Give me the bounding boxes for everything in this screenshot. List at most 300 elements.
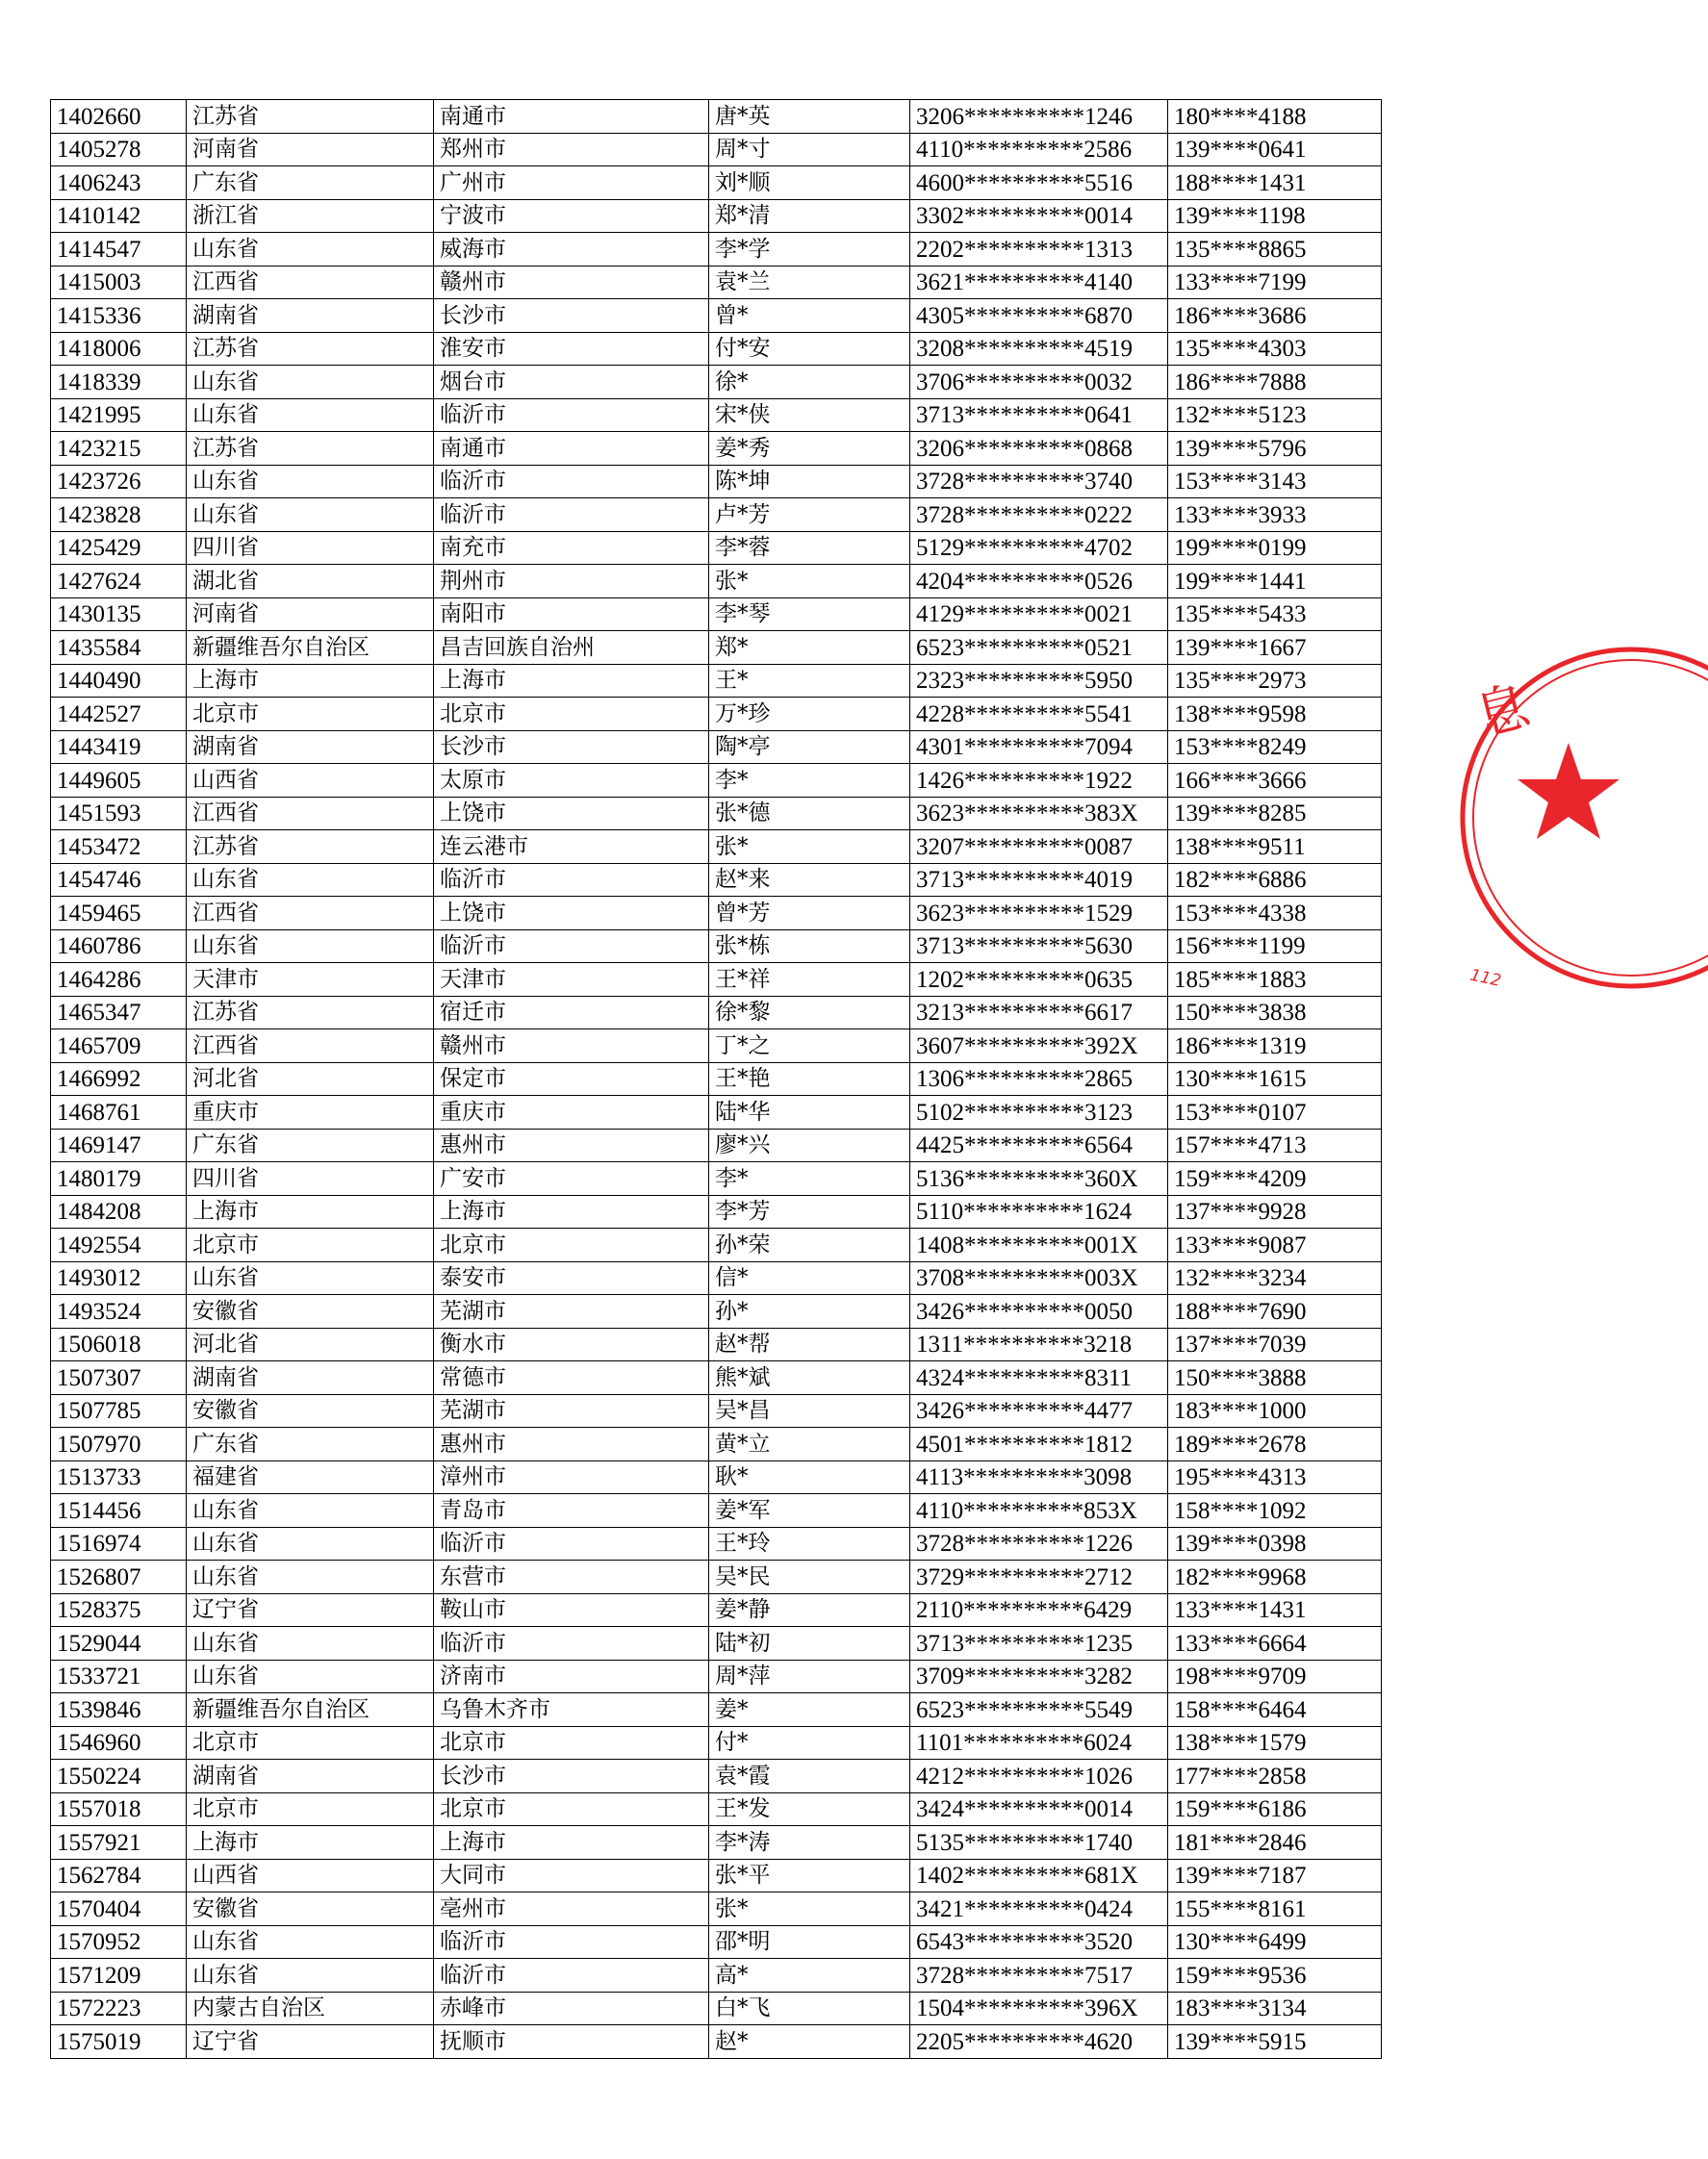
cell-phone: 166****3666: [1168, 764, 1382, 798]
table-row: [51, 1561, 1382, 1594]
cell-name: 付*: [709, 1726, 910, 1760]
cell-id-number: 2202**********1313: [910, 233, 1168, 267]
cell-province: 辽宁省: [187, 1593, 434, 1627]
table-row: [51, 1361, 1382, 1395]
cell-id-number: 1202**********0635: [910, 963, 1168, 997]
cell-name: 耿*: [709, 1460, 910, 1494]
cell-city: 北京市: [434, 1229, 709, 1262]
cell-name: 王*艳: [709, 1062, 910, 1096]
cell-phone: 130****1615: [1168, 1062, 1382, 1096]
cell-id-number: 3421**********0424: [910, 1892, 1168, 1926]
cell-city: 上饶市: [434, 897, 709, 930]
cell-phone: 133****7199: [1168, 266, 1382, 299]
cell-name: 姜*静: [709, 1593, 910, 1627]
cell-phone: 183****3134: [1168, 1992, 1382, 2025]
cell-province: 山西省: [187, 1859, 434, 1892]
cell-province: 福建省: [187, 1460, 434, 1494]
cell-phone: 139****8285: [1168, 797, 1382, 830]
cell-id-number: 5129**********4702: [910, 531, 1168, 565]
table-row: [51, 1693, 1382, 1727]
cell-id-number: 3621**********4140: [910, 266, 1168, 299]
cell-province: 上海市: [187, 1826, 434, 1860]
cell-name: 张*德: [709, 797, 910, 830]
table-row: [51, 1229, 1382, 1262]
cell-record-id: 1465347: [51, 996, 187, 1029]
cell-id-number: 5136**********360X: [910, 1162, 1168, 1196]
cell-id-number: 3623**********383X: [910, 797, 1168, 830]
table-row: [51, 199, 1382, 233]
table-row: [51, 1195, 1382, 1229]
table-row: [51, 597, 1382, 631]
cell-record-id: 1459465: [51, 897, 187, 930]
cell-id-number: 3206**********1246: [910, 100, 1168, 134]
cell-city: 乌鲁木齐市: [434, 1693, 709, 1727]
cell-record-id: 1405278: [51, 133, 187, 166]
table-row: [51, 1527, 1382, 1561]
cell-province: 山东省: [187, 1561, 434, 1594]
cell-name: 郑*: [709, 631, 910, 665]
cell-phone: 135****8865: [1168, 233, 1382, 267]
cell-province: 江苏省: [187, 100, 434, 134]
cell-name: 曾*: [709, 299, 910, 333]
cell-id-number: 3709**********3282: [910, 1660, 1168, 1693]
cell-record-id: 1575019: [51, 2025, 187, 2059]
cell-id-number: 2323**********5950: [910, 664, 1168, 698]
cell-province: 山东省: [187, 1660, 434, 1693]
cell-phone: 183****1000: [1168, 1394, 1382, 1428]
table-row: [51, 565, 1382, 598]
cell-phone: 133****1431: [1168, 1593, 1382, 1627]
table-row: [51, 730, 1382, 764]
table-row: [51, 1992, 1382, 2025]
cell-record-id: 1418339: [51, 366, 187, 399]
cell-id-number: 4301**********7094: [910, 730, 1168, 764]
cell-name: 李*学: [709, 233, 910, 267]
cell-id-number: 1408**********001X: [910, 1229, 1168, 1262]
table-row: [51, 1959, 1382, 1993]
cell-phone: 132****5123: [1168, 398, 1382, 432]
cell-id-number: 4425**********6564: [910, 1129, 1168, 1162]
cell-phone: 150****3838: [1168, 996, 1382, 1029]
cell-city: 北京市: [434, 1726, 709, 1760]
cell-city: 上海市: [434, 1195, 709, 1229]
cell-id-number: 6523**********0521: [910, 631, 1168, 665]
cell-province: 山东省: [187, 863, 434, 897]
cell-record-id: 1507785: [51, 1394, 187, 1428]
cell-name: 王*: [709, 664, 910, 698]
cell-name: 陆*华: [709, 1096, 910, 1130]
cell-record-id: 1514456: [51, 1494, 187, 1528]
cell-phone: 157****4713: [1168, 1129, 1382, 1162]
cell-id-number: 3713**********4019: [910, 863, 1168, 897]
cell-record-id: 1430135: [51, 597, 187, 631]
cell-phone: 199****1441: [1168, 565, 1382, 598]
table-row: [51, 1726, 1382, 1760]
table-row: [51, 1460, 1382, 1494]
table-row: [51, 332, 1382, 366]
cell-city: 赣州市: [434, 1029, 709, 1063]
cell-city: 长沙市: [434, 1760, 709, 1793]
cell-id-number: 3713**********1235: [910, 1627, 1168, 1661]
table-row: [51, 1660, 1382, 1693]
cell-id-number: 3729**********2712: [910, 1561, 1168, 1594]
cell-city: 上饶市: [434, 797, 709, 830]
cell-city: 长沙市: [434, 730, 709, 764]
cell-name: 姜*秀: [709, 432, 910, 466]
cell-province: 山东省: [187, 1925, 434, 1959]
cell-phone: 139****1198: [1168, 199, 1382, 233]
cell-name: 赵*: [709, 2025, 910, 2059]
table-row: [51, 698, 1382, 731]
cell-phone: 156****1199: [1168, 929, 1382, 963]
cell-id-number: 1426**********1922: [910, 764, 1168, 798]
cell-city: 东营市: [434, 1561, 709, 1594]
table-row: [51, 133, 1382, 166]
cell-record-id: 1443419: [51, 730, 187, 764]
cell-city: 临沂市: [434, 1627, 709, 1661]
cell-province: 湖南省: [187, 730, 434, 764]
cell-record-id: 1421995: [51, 398, 187, 432]
cell-record-id: 1402660: [51, 100, 187, 134]
cell-province: 山东省: [187, 929, 434, 963]
table-row: [51, 166, 1382, 200]
table-row: [51, 631, 1382, 665]
cell-city: 泰安市: [434, 1261, 709, 1295]
cell-name: 袁*兰: [709, 266, 910, 299]
cell-city: 临沂市: [434, 1925, 709, 1959]
table-row: [51, 1062, 1382, 1096]
cell-name: 张*栋: [709, 929, 910, 963]
cell-phone: 150****3888: [1168, 1361, 1382, 1395]
cell-record-id: 1442527: [51, 698, 187, 731]
table-row: [51, 1925, 1382, 1959]
table-row: [51, 2025, 1382, 2059]
cell-province: 山东省: [187, 398, 434, 432]
cell-province: 广东省: [187, 166, 434, 200]
cell-phone: 133****6664: [1168, 1627, 1382, 1661]
cell-record-id: 1528375: [51, 1593, 187, 1627]
cell-name: 袁*霞: [709, 1760, 910, 1793]
cell-record-id: 1562784: [51, 1859, 187, 1892]
cell-record-id: 1423828: [51, 498, 187, 532]
cell-city: 芜湖市: [434, 1295, 709, 1329]
cell-name: 熊*斌: [709, 1361, 910, 1395]
cell-record-id: 1449605: [51, 764, 187, 798]
cell-province: 河北省: [187, 1062, 434, 1096]
cell-name: 丁*之: [709, 1029, 910, 1063]
cell-record-id: 1453472: [51, 830, 187, 864]
cell-city: 连云港市: [434, 830, 709, 864]
cell-id-number: 4129**********0021: [910, 597, 1168, 631]
cell-province: 新疆维吾尔自治区: [187, 631, 434, 665]
cell-city: 赣州市: [434, 266, 709, 299]
cell-name: 万*珍: [709, 698, 910, 731]
cell-phone: 137****9928: [1168, 1195, 1382, 1229]
cell-phone: 139****0641: [1168, 133, 1382, 166]
cell-phone: 133****3933: [1168, 498, 1382, 532]
cell-phone: 139****5796: [1168, 432, 1382, 466]
table-row: [51, 432, 1382, 466]
cell-record-id: 1466992: [51, 1062, 187, 1096]
cell-name: 赵*帮: [709, 1328, 910, 1361]
cell-name: 姜*: [709, 1693, 910, 1727]
cell-province: 江苏省: [187, 830, 434, 864]
cell-id-number: 4110**********853X: [910, 1494, 1168, 1528]
table-row: [51, 398, 1382, 432]
cell-phone: 159****4209: [1168, 1162, 1382, 1196]
cell-city: 惠州市: [434, 1129, 709, 1162]
cell-province: 江苏省: [187, 332, 434, 366]
cell-phone: 153****4338: [1168, 897, 1382, 930]
cell-id-number: 4212**********1026: [910, 1760, 1168, 1793]
cell-name: 刘*顺: [709, 166, 910, 200]
cell-record-id: 1415003: [51, 266, 187, 299]
cell-record-id: 1451593: [51, 797, 187, 830]
table-row: [51, 498, 1382, 532]
cell-city: 临沂市: [434, 1959, 709, 1993]
cell-id-number: 3207**********0087: [910, 830, 1168, 864]
table-row: [51, 1394, 1382, 1428]
cell-record-id: 1480179: [51, 1162, 187, 1196]
cell-city: 郑州市: [434, 133, 709, 166]
cell-phone: 186****3686: [1168, 299, 1382, 333]
cell-id-number: 1311**********3218: [910, 1328, 1168, 1361]
cell-city: 鞍山市: [434, 1593, 709, 1627]
cell-province: 北京市: [187, 1792, 434, 1826]
cell-id-number: 3728**********1226: [910, 1527, 1168, 1561]
cell-phone: 137****7039: [1168, 1328, 1382, 1361]
cell-phone: 182****6886: [1168, 863, 1382, 897]
cell-city: 重庆市: [434, 1096, 709, 1130]
cell-province: 安徽省: [187, 1394, 434, 1428]
cell-id-number: 3713**********5630: [910, 929, 1168, 963]
cell-city: 广州市: [434, 166, 709, 200]
cell-name: 唐*英: [709, 100, 910, 134]
record-table: [50, 99, 1382, 2059]
cell-record-id: 1406243: [51, 166, 187, 200]
cell-name: 王*发: [709, 1792, 910, 1826]
cell-record-id: 1570404: [51, 1892, 187, 1926]
table-row: [51, 863, 1382, 897]
cell-record-id: 1465709: [51, 1029, 187, 1063]
table-row: [51, 1096, 1382, 1130]
cell-city: 昌吉回族自治州: [434, 631, 709, 665]
cell-name: 周*萍: [709, 1660, 910, 1693]
cell-phone: 132****3234: [1168, 1261, 1382, 1295]
table-row: [51, 664, 1382, 698]
cell-phone: 135****2973: [1168, 664, 1382, 698]
cell-name: 吴*昌: [709, 1394, 910, 1428]
table-row: [51, 897, 1382, 930]
table-row: [51, 1428, 1382, 1461]
cell-city: 临沂市: [434, 929, 709, 963]
table-row: [51, 1295, 1382, 1329]
cell-phone: 198****9709: [1168, 1660, 1382, 1693]
cell-record-id: 1464286: [51, 963, 187, 997]
cell-province: 山东省: [187, 366, 434, 399]
record-table-body: [51, 100, 1382, 2059]
cell-id-number: 3607**********392X: [910, 1029, 1168, 1063]
cell-name: 张*: [709, 830, 910, 864]
cell-province: 广东省: [187, 1428, 434, 1461]
cell-record-id: 1557018: [51, 1792, 187, 1826]
cell-province: 山东省: [187, 1494, 434, 1528]
cell-record-id: 1423215: [51, 432, 187, 466]
cell-city: 太原市: [434, 764, 709, 798]
table-row: [51, 100, 1382, 134]
cell-record-id: 1572223: [51, 1992, 187, 2025]
cell-name: 宋*侠: [709, 398, 910, 432]
table-row: [51, 1162, 1382, 1196]
cell-province: 江西省: [187, 266, 434, 299]
cell-city: 宿迁市: [434, 996, 709, 1029]
cell-phone: 139****7187: [1168, 1859, 1382, 1892]
cell-phone: 188****7690: [1168, 1295, 1382, 1329]
cell-name: 张*平: [709, 1859, 910, 1892]
cell-city: 临沂市: [434, 398, 709, 432]
table-row: [51, 1627, 1382, 1661]
cell-province: 广东省: [187, 1129, 434, 1162]
cell-city: 天津市: [434, 963, 709, 997]
cell-province: 山东省: [187, 1527, 434, 1561]
table-row: [51, 996, 1382, 1029]
cell-record-id: 1571209: [51, 1959, 187, 1993]
table-row: [51, 929, 1382, 963]
cell-record-id: 1570952: [51, 1925, 187, 1959]
cell-id-number: 3208**********4519: [910, 332, 1168, 366]
cell-id-number: 4305**********6870: [910, 299, 1168, 333]
cell-city: 衡水市: [434, 1328, 709, 1361]
cell-name: 周*寸: [709, 133, 910, 166]
cell-province: 内蒙古自治区: [187, 1992, 434, 2025]
cell-record-id: 1492554: [51, 1229, 187, 1262]
cell-id-number: 3706**********0032: [910, 366, 1168, 399]
cell-name: 曾*芳: [709, 897, 910, 930]
cell-phone: 139****5915: [1168, 2025, 1382, 2059]
cell-phone: 177****2858: [1168, 1760, 1382, 1793]
cell-province: 山东省: [187, 1959, 434, 1993]
cell-city: 南通市: [434, 432, 709, 466]
table-row: [51, 963, 1382, 997]
table-row: [51, 299, 1382, 333]
cell-city: 南充市: [434, 531, 709, 565]
cell-province: 山东省: [187, 465, 434, 498]
cell-phone: 195****4313: [1168, 1460, 1382, 1494]
table-row: [51, 1859, 1382, 1892]
cell-record-id: 1484208: [51, 1195, 187, 1229]
cell-phone: 188****1431: [1168, 166, 1382, 200]
cell-city: 大同市: [434, 1859, 709, 1892]
cell-id-number: 3424**********0014: [910, 1792, 1168, 1826]
table-row: [51, 1593, 1382, 1627]
cell-phone: 135****4303: [1168, 332, 1382, 366]
cell-name: 黄*立: [709, 1428, 910, 1461]
cell-phone: 153****3143: [1168, 465, 1382, 498]
cell-city: 青岛市: [434, 1494, 709, 1528]
seal-serial-number: 112: [1467, 965, 1503, 992]
table-row: [51, 1494, 1382, 1528]
cell-name: 李*芳: [709, 1195, 910, 1229]
cell-id-number: 1504**********396X: [910, 1992, 1168, 2025]
cell-phone: 139****1667: [1168, 631, 1382, 665]
cell-id-number: 4113**********3098: [910, 1460, 1168, 1494]
cell-city: 荆州市: [434, 565, 709, 598]
table-row: [51, 266, 1382, 299]
cell-id-number: 3426**********0050: [910, 1295, 1168, 1329]
cell-city: 赤峰市: [434, 1992, 709, 2025]
cell-province: 江西省: [187, 797, 434, 830]
cell-id-number: 3623**********1529: [910, 897, 1168, 930]
cell-phone: 158****6464: [1168, 1693, 1382, 1727]
cell-name: 陆*初: [709, 1627, 910, 1661]
cell-id-number: 6523**********5549: [910, 1693, 1168, 1727]
cell-record-id: 1529044: [51, 1627, 187, 1661]
seal-star-icon: [1517, 743, 1619, 839]
cell-phone: 189****2678: [1168, 1428, 1382, 1461]
cell-province: 重庆市: [187, 1096, 434, 1130]
cell-record-id: 1493012: [51, 1261, 187, 1295]
cell-record-id: 1418006: [51, 332, 187, 366]
table-row: [51, 830, 1382, 864]
cell-province: 湖南省: [187, 1760, 434, 1793]
cell-record-id: 1533721: [51, 1660, 187, 1693]
cell-city: 亳州市: [434, 1892, 709, 1926]
cell-phone: 133****9087: [1168, 1229, 1382, 1262]
cell-name: 徐*黎: [709, 996, 910, 1029]
cell-name: 李*: [709, 764, 910, 798]
cell-record-id: 1460786: [51, 929, 187, 963]
cell-phone: 153****0107: [1168, 1096, 1382, 1130]
cell-record-id: 1513733: [51, 1460, 187, 1494]
cell-province: 安徽省: [187, 1295, 434, 1329]
cell-city: 芜湖市: [434, 1394, 709, 1428]
cell-province: 河北省: [187, 1328, 434, 1361]
table-row: [51, 1826, 1382, 1860]
cell-phone: 139****0398: [1168, 1527, 1382, 1561]
cell-province: 山西省: [187, 764, 434, 798]
cell-id-number: 3728**********0222: [910, 498, 1168, 532]
cell-id-number: 5102**********3123: [910, 1096, 1168, 1130]
cell-record-id: 1526807: [51, 1561, 187, 1594]
cell-record-id: 1516974: [51, 1527, 187, 1561]
cell-record-id: 1469147: [51, 1129, 187, 1162]
cell-phone: 155****8161: [1168, 1892, 1382, 1926]
cell-record-id: 1557921: [51, 1826, 187, 1860]
cell-city: 临沂市: [434, 863, 709, 897]
cell-id-number: 3708**********003X: [910, 1261, 1168, 1295]
cell-record-id: 1415336: [51, 299, 187, 333]
cell-phone: 186****7888: [1168, 366, 1382, 399]
cell-city: 济南市: [434, 1660, 709, 1693]
cell-province: 湖南省: [187, 299, 434, 333]
cell-record-id: 1414547: [51, 233, 187, 267]
cell-province: 新疆维吾尔自治区: [187, 1693, 434, 1727]
cell-city: 南阳市: [434, 597, 709, 631]
cell-name: 李*琴: [709, 597, 910, 631]
cell-record-id: 1423726: [51, 465, 187, 498]
table-row: [51, 1792, 1382, 1826]
cell-id-number: 1306**********2865: [910, 1062, 1168, 1096]
cell-province: 北京市: [187, 698, 434, 731]
cell-city: 抚顺市: [434, 2025, 709, 2059]
cell-city: 长沙市: [434, 299, 709, 333]
cell-name: 李*涛: [709, 1826, 910, 1860]
cell-province: 上海市: [187, 1195, 434, 1229]
cell-province: 山东省: [187, 233, 434, 267]
cell-phone: 159****9536: [1168, 1959, 1382, 1993]
cell-province: 辽宁省: [187, 2025, 434, 2059]
cell-name: 高*: [709, 1959, 910, 1993]
